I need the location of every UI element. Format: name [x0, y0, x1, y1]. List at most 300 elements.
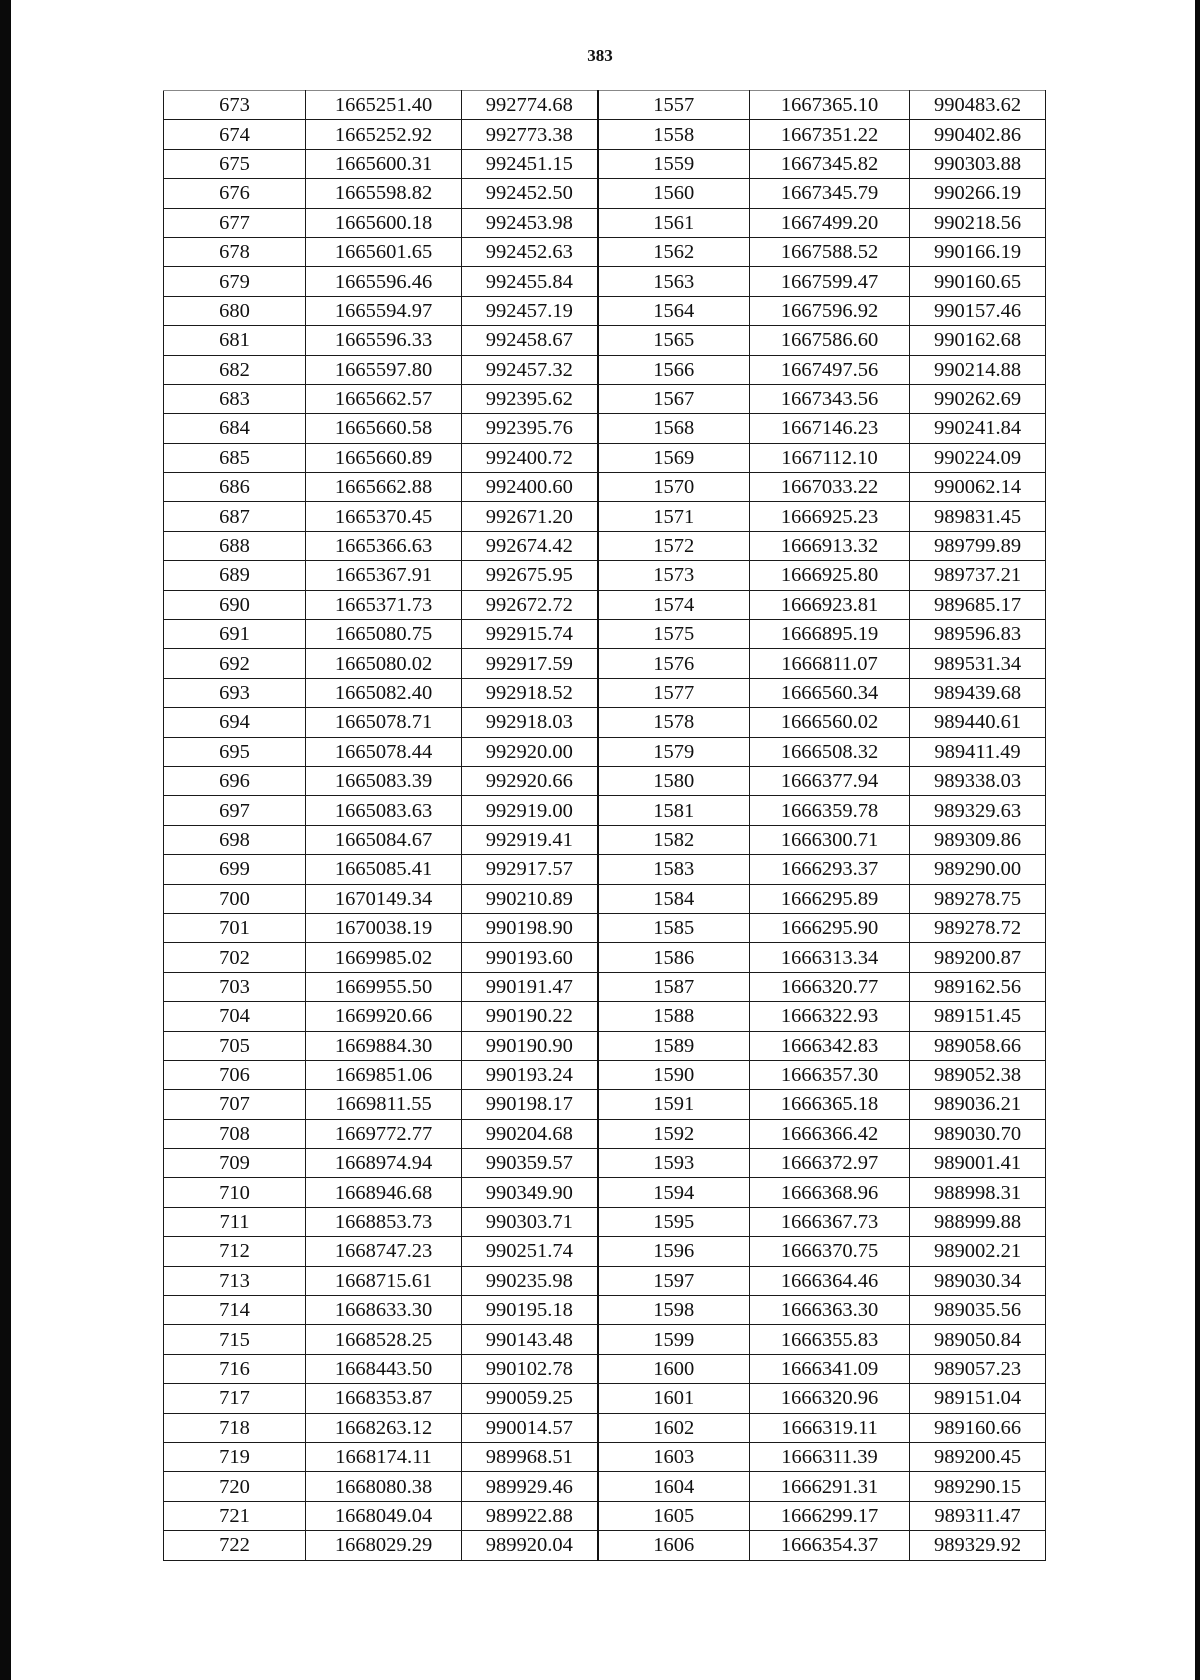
table-cell-x-coordinate: 1665083.63: [306, 796, 462, 825]
table-cell-y-coordinate: 990402.86: [910, 120, 1046, 149]
table-cell-point-id: 1594: [598, 1178, 750, 1207]
table-cell-y-coordinate: 990262.69: [910, 384, 1046, 413]
table-row: [164, 237, 1046, 266]
table-cell-y-coordinate: 990303.88: [910, 149, 1046, 178]
table-cell-point-id: 1581: [598, 796, 750, 825]
table-cell-x-coordinate: 1665596.46: [306, 267, 462, 296]
table-cell-x-coordinate: 1668353.87: [306, 1384, 462, 1413]
table-cell-point-id: 1558: [598, 120, 750, 149]
table-cell-y-coordinate: 992452.63: [462, 237, 598, 266]
table-cell-y-coordinate: 992457.32: [462, 355, 598, 384]
table-cell-point-id: 711: [164, 1207, 306, 1236]
table-cell-x-coordinate: 1669985.02: [306, 943, 462, 972]
table-cell-y-coordinate: 992675.95: [462, 561, 598, 590]
table-cell-y-coordinate: 990359.57: [462, 1149, 598, 1178]
table-row: [164, 296, 1046, 325]
table-cell-point-id: 1573: [598, 561, 750, 590]
table-cell-x-coordinate: 1669920.66: [306, 1002, 462, 1031]
table-cell-point-id: 704: [164, 1002, 306, 1031]
table-cell-x-coordinate: 1665080.02: [306, 649, 462, 678]
table-cell-point-id: 699: [164, 855, 306, 884]
table-cell-x-coordinate: 1665367.91: [306, 561, 462, 590]
table-cell-point-id: 1602: [598, 1413, 750, 1442]
table-cell-point-id: 1571: [598, 502, 750, 531]
table-row: [164, 825, 1046, 854]
table-cell-y-coordinate: 989309.86: [910, 825, 1046, 854]
table-cell-x-coordinate: 1666341.09: [750, 1354, 910, 1383]
table-cell-point-id: 715: [164, 1325, 306, 1354]
table-cell-x-coordinate: 1669851.06: [306, 1060, 462, 1089]
table-cell-point-id: 687: [164, 502, 306, 531]
table-cell-x-coordinate: 1669955.50: [306, 972, 462, 1001]
table-cell-point-id: 1559: [598, 149, 750, 178]
table-row: [164, 443, 1046, 472]
table-cell-y-coordinate: 989030.34: [910, 1266, 1046, 1295]
table-cell-y-coordinate: 989290.15: [910, 1472, 1046, 1501]
table-cell-y-coordinate: 989057.23: [910, 1354, 1046, 1383]
table-cell-x-coordinate: 1667345.82: [750, 149, 910, 178]
table-row: [164, 737, 1046, 766]
table-cell-y-coordinate: 990241.84: [910, 414, 1046, 443]
table-cell-x-coordinate: 1666560.34: [750, 678, 910, 707]
table-cell-y-coordinate: 989329.63: [910, 796, 1046, 825]
table-cell-y-coordinate: 992452.50: [462, 179, 598, 208]
table-cell-x-coordinate: 1667365.10: [750, 91, 910, 120]
table-cell-point-id: 1604: [598, 1472, 750, 1501]
table-cell-y-coordinate: 990014.57: [462, 1413, 598, 1442]
table-cell-y-coordinate: 990218.56: [910, 208, 1046, 237]
table-cell-y-coordinate: 992453.98: [462, 208, 598, 237]
table-cell-x-coordinate: 1666365.18: [750, 1090, 910, 1119]
table-cell-y-coordinate: 992920.00: [462, 737, 598, 766]
table-cell-point-id: 712: [164, 1237, 306, 1266]
table-row: [164, 267, 1046, 296]
table-cell-y-coordinate: 992917.57: [462, 855, 598, 884]
table-cell-point-id: 673: [164, 91, 306, 120]
table-cell-point-id: 691: [164, 620, 306, 649]
table-cell-x-coordinate: 1667497.56: [750, 355, 910, 384]
table-cell-point-id: 1578: [598, 708, 750, 737]
table-cell-y-coordinate: 992455.84: [462, 267, 598, 296]
table-cell-point-id: 1574: [598, 590, 750, 619]
table-cell-x-coordinate: 1667345.79: [750, 179, 910, 208]
table-cell-x-coordinate: 1665370.45: [306, 502, 462, 531]
table-cell-y-coordinate: 989968.51: [462, 1442, 598, 1471]
table-cell-point-id: 1596: [598, 1237, 750, 1266]
table-cell-x-coordinate: 1665366.63: [306, 531, 462, 560]
table-cell-x-coordinate: 1667146.23: [750, 414, 910, 443]
table-cell-point-id: 692: [164, 649, 306, 678]
table-cell-y-coordinate: 989737.21: [910, 561, 1046, 590]
table-cell-point-id: 681: [164, 326, 306, 355]
table-row: [164, 972, 1046, 1001]
table-cell-x-coordinate: 1665078.44: [306, 737, 462, 766]
table-cell-point-id: 719: [164, 1442, 306, 1471]
table-cell-x-coordinate: 1666342.83: [750, 1031, 910, 1060]
table-cell-y-coordinate: 989338.03: [910, 766, 1046, 795]
table-cell-x-coordinate: 1668974.94: [306, 1149, 462, 1178]
table-row: [164, 1207, 1046, 1236]
table-row: [164, 1472, 1046, 1501]
table-cell-x-coordinate: 1666300.71: [750, 825, 910, 854]
table-cell-point-id: 1564: [598, 296, 750, 325]
table-cell-y-coordinate: 989278.75: [910, 884, 1046, 913]
table-cell-point-id: 1600: [598, 1354, 750, 1383]
table-cell-x-coordinate: 1665598.82: [306, 179, 462, 208]
table-cell-y-coordinate: 990190.22: [462, 1002, 598, 1031]
table-cell-x-coordinate: 1667351.22: [750, 120, 910, 149]
table-cell-x-coordinate: 1666322.93: [750, 1002, 910, 1031]
table-cell-point-id: 707: [164, 1090, 306, 1119]
table-cell-y-coordinate: 989929.46: [462, 1472, 598, 1501]
table-row: [164, 855, 1046, 884]
table-cell-point-id: 1590: [598, 1060, 750, 1089]
table-cell-y-coordinate: 990198.90: [462, 913, 598, 942]
table-cell-point-id: 1589: [598, 1031, 750, 1060]
table-cell-point-id: 1595: [598, 1207, 750, 1236]
table-cell-x-coordinate: 1665251.40: [306, 91, 462, 120]
table-row: [164, 502, 1046, 531]
table-cell-y-coordinate: 990062.14: [910, 473, 1046, 502]
table-cell-x-coordinate: 1666363.30: [750, 1296, 910, 1325]
table-cell-y-coordinate: 989001.41: [910, 1149, 1046, 1178]
table-cell-x-coordinate: 1666320.96: [750, 1384, 910, 1413]
table-cell-x-coordinate: 1665084.67: [306, 825, 462, 854]
table-cell-y-coordinate: 992918.03: [462, 708, 598, 737]
table-cell-y-coordinate: 989440.61: [910, 708, 1046, 737]
table-cell-point-id: 1557: [598, 91, 750, 120]
table-cell-y-coordinate: 989799.89: [910, 531, 1046, 560]
table-cell-y-coordinate: 989685.17: [910, 590, 1046, 619]
table-cell-point-id: 677: [164, 208, 306, 237]
table-cell-point-id: 1572: [598, 531, 750, 560]
table-cell-y-coordinate: 992458.67: [462, 326, 598, 355]
table-cell-point-id: 1606: [598, 1531, 750, 1560]
table-cell-y-coordinate: 990198.17: [462, 1090, 598, 1119]
table-cell-x-coordinate: 1668853.73: [306, 1207, 462, 1236]
table-cell-point-id: 683: [164, 384, 306, 413]
table-cell-point-id: 709: [164, 1149, 306, 1178]
table-cell-point-id: 1593: [598, 1149, 750, 1178]
table-cell-y-coordinate: 992774.68: [462, 91, 598, 120]
table-cell-x-coordinate: 1669772.77: [306, 1119, 462, 1148]
table-row: [164, 1384, 1046, 1413]
table-cell-y-coordinate: 989151.04: [910, 1384, 1046, 1413]
table-cell-point-id: 1586: [598, 943, 750, 972]
table-cell-point-id: 1565: [598, 326, 750, 355]
table-cell-point-id: 717: [164, 1384, 306, 1413]
table-cell-y-coordinate: 990162.68: [910, 326, 1046, 355]
table-cell-point-id: 697: [164, 796, 306, 825]
table-cell-point-id: 713: [164, 1266, 306, 1295]
table-cell-y-coordinate: 992917.59: [462, 649, 598, 678]
table-cell-y-coordinate: 989531.34: [910, 649, 1046, 678]
table-cell-x-coordinate: 1666295.89: [750, 884, 910, 913]
table-row: [164, 1002, 1046, 1031]
table-cell-x-coordinate: 1665662.57: [306, 384, 462, 413]
table-cell-x-coordinate: 1668946.68: [306, 1178, 462, 1207]
table-cell-point-id: 1584: [598, 884, 750, 913]
table-cell-x-coordinate: 1666357.30: [750, 1060, 910, 1089]
table-cell-point-id: 695: [164, 737, 306, 766]
table-cell-point-id: 722: [164, 1531, 306, 1560]
table-cell-x-coordinate: 1665596.33: [306, 326, 462, 355]
table-cell-point-id: 714: [164, 1296, 306, 1325]
table-cell-point-id: 1563: [598, 267, 750, 296]
table-cell-x-coordinate: 1665662.88: [306, 473, 462, 502]
table-cell-y-coordinate: 992395.62: [462, 384, 598, 413]
table-cell-point-id: 1597: [598, 1266, 750, 1295]
table-cell-point-id: 1566: [598, 355, 750, 384]
table-cell-x-coordinate: 1666311.39: [750, 1442, 910, 1471]
table-row: [164, 678, 1046, 707]
table-cell-y-coordinate: 989439.68: [910, 678, 1046, 707]
table-cell-x-coordinate: 1666925.80: [750, 561, 910, 590]
table-cell-point-id: 1560: [598, 179, 750, 208]
table-cell-y-coordinate: 989030.70: [910, 1119, 1046, 1148]
table-cell-x-coordinate: 1666320.77: [750, 972, 910, 1001]
table-cell-y-coordinate: 992451.15: [462, 149, 598, 178]
table-cell-y-coordinate: 992672.72: [462, 590, 598, 619]
table-cell-y-coordinate: 990102.78: [462, 1354, 598, 1383]
table-cell-point-id: 684: [164, 414, 306, 443]
table-cell-point-id: 702: [164, 943, 306, 972]
table-cell-y-coordinate: 990349.90: [462, 1178, 598, 1207]
table-cell-x-coordinate: 1666367.73: [750, 1207, 910, 1236]
table-row: [164, 355, 1046, 384]
table-row: [164, 1501, 1046, 1530]
table-row: [164, 531, 1046, 560]
table-cell-point-id: 1585: [598, 913, 750, 942]
table-cell-x-coordinate: 1666895.19: [750, 620, 910, 649]
table-cell-y-coordinate: 989311.47: [910, 1501, 1046, 1530]
table-cell-y-coordinate: 988999.88: [910, 1207, 1046, 1236]
table-cell-x-coordinate: 1665083.39: [306, 766, 462, 795]
table-cell-y-coordinate: 992915.74: [462, 620, 598, 649]
table-cell-point-id: 678: [164, 237, 306, 266]
table-row: [164, 708, 1046, 737]
table-cell-x-coordinate: 1666354.37: [750, 1531, 910, 1560]
table-cell-x-coordinate: 1667588.52: [750, 237, 910, 266]
table-cell-y-coordinate: 992919.41: [462, 825, 598, 854]
table-cell-y-coordinate: 989002.21: [910, 1237, 1046, 1266]
table-row: [164, 1325, 1046, 1354]
table-cell-x-coordinate: 1666364.46: [750, 1266, 910, 1295]
table-cell-y-coordinate: 990266.19: [910, 179, 1046, 208]
table-cell-y-coordinate: 990193.24: [462, 1060, 598, 1089]
table-cell-x-coordinate: 1666368.96: [750, 1178, 910, 1207]
table-cell-point-id: 1587: [598, 972, 750, 1001]
table-cell-point-id: 676: [164, 179, 306, 208]
table-cell-x-coordinate: 1668080.38: [306, 1472, 462, 1501]
table-cell-point-id: 706: [164, 1060, 306, 1089]
table-row: [164, 1296, 1046, 1325]
table-cell-y-coordinate: 992919.00: [462, 796, 598, 825]
table-cell-y-coordinate: 992674.42: [462, 531, 598, 560]
table-cell-y-coordinate: 990224.09: [910, 443, 1046, 472]
table-cell-x-coordinate: 1668528.25: [306, 1325, 462, 1354]
table-cell-point-id: 703: [164, 972, 306, 1001]
table-cell-x-coordinate: 1668049.04: [306, 1501, 462, 1530]
table-cell-y-coordinate: 989162.56: [910, 972, 1046, 1001]
table-cell-x-coordinate: 1668633.30: [306, 1296, 462, 1325]
table-cell-point-id: 1567: [598, 384, 750, 413]
table-cell-point-id: 1568: [598, 414, 750, 443]
table-row: [164, 1031, 1046, 1060]
table-cell-point-id: 700: [164, 884, 306, 913]
coordinate-table: [163, 90, 1046, 1561]
table-row: [164, 590, 1046, 619]
table-cell-x-coordinate: 1666293.37: [750, 855, 910, 884]
table-cell-point-id: 688: [164, 531, 306, 560]
table-cell-point-id: 1582: [598, 825, 750, 854]
table-cell-point-id: 680: [164, 296, 306, 325]
table-cell-point-id: 720: [164, 1472, 306, 1501]
table-cell-x-coordinate: 1667599.47: [750, 267, 910, 296]
table-cell-y-coordinate: 989922.88: [462, 1501, 598, 1530]
table-cell-point-id: 1592: [598, 1119, 750, 1148]
table-cell-y-coordinate: 989035.56: [910, 1296, 1046, 1325]
table-row: [164, 179, 1046, 208]
table-cell-point-id: 1579: [598, 737, 750, 766]
table-cell-x-coordinate: 1670038.19: [306, 913, 462, 942]
table-cell-x-coordinate: 1667112.10: [750, 443, 910, 472]
table-cell-x-coordinate: 1666811.07: [750, 649, 910, 678]
table-cell-point-id: 701: [164, 913, 306, 942]
table-cell-y-coordinate: 989160.66: [910, 1413, 1046, 1442]
table-cell-x-coordinate: 1665082.40: [306, 678, 462, 707]
table-cell-y-coordinate: 990214.88: [910, 355, 1046, 384]
table-row: [164, 884, 1046, 913]
table-cell-y-coordinate: 990483.62: [910, 91, 1046, 120]
coordinate-table-body: [164, 91, 1046, 1561]
table-cell-point-id: 1588: [598, 1002, 750, 1031]
table-row: [164, 384, 1046, 413]
table-cell-x-coordinate: 1666355.83: [750, 1325, 910, 1354]
table-row: [164, 766, 1046, 795]
table-cell-point-id: 698: [164, 825, 306, 854]
table-cell-y-coordinate: 990235.98: [462, 1266, 598, 1295]
table-cell-y-coordinate: 989052.38: [910, 1060, 1046, 1089]
table-cell-point-id: 682: [164, 355, 306, 384]
table-cell-y-coordinate: 989596.83: [910, 620, 1046, 649]
table-cell-x-coordinate: 1666359.78: [750, 796, 910, 825]
table-row: [164, 326, 1046, 355]
table-cell-x-coordinate: 1665080.75: [306, 620, 462, 649]
table-cell-y-coordinate: 989200.87: [910, 943, 1046, 972]
table-cell-point-id: 1576: [598, 649, 750, 678]
table-cell-point-id: 1561: [598, 208, 750, 237]
table-cell-point-id: 1605: [598, 1501, 750, 1530]
table-cell-x-coordinate: 1666508.32: [750, 737, 910, 766]
table-cell-x-coordinate: 1666295.90: [750, 913, 910, 942]
table-row: [164, 91, 1046, 120]
table-cell-point-id: 685: [164, 443, 306, 472]
table-row: [164, 473, 1046, 502]
table-cell-y-coordinate: 989200.45: [910, 1442, 1046, 1471]
table-cell-y-coordinate: 990210.89: [462, 884, 598, 913]
table-row: [164, 1354, 1046, 1383]
table-cell-y-coordinate: 992395.76: [462, 414, 598, 443]
table-cell-point-id: 1562: [598, 237, 750, 266]
table-cell-x-coordinate: 1667586.60: [750, 326, 910, 355]
table-cell-x-coordinate: 1668029.29: [306, 1531, 462, 1560]
table-cell-y-coordinate: 992671.20: [462, 502, 598, 531]
table-cell-y-coordinate: 988998.31: [910, 1178, 1046, 1207]
table-cell-x-coordinate: 1666913.32: [750, 531, 910, 560]
table-row: [164, 1090, 1046, 1119]
table-cell-x-coordinate: 1666370.75: [750, 1237, 910, 1266]
table-cell-x-coordinate: 1665660.89: [306, 443, 462, 472]
table-cell-point-id: 689: [164, 561, 306, 590]
table-row: [164, 1119, 1046, 1148]
table-cell-point-id: 1603: [598, 1442, 750, 1471]
table-cell-y-coordinate: 992918.52: [462, 678, 598, 707]
table-cell-x-coordinate: 1669884.30: [306, 1031, 462, 1060]
table-cell-y-coordinate: 990160.65: [910, 267, 1046, 296]
table-cell-x-coordinate: 1665594.97: [306, 296, 462, 325]
table-cell-point-id: 690: [164, 590, 306, 619]
table-cell-x-coordinate: 1666319.11: [750, 1413, 910, 1442]
table-cell-point-id: 675: [164, 149, 306, 178]
table-cell-y-coordinate: 989411.49: [910, 737, 1046, 766]
table-cell-x-coordinate: 1668443.50: [306, 1354, 462, 1383]
table-cell-y-coordinate: 990303.71: [462, 1207, 598, 1236]
table-row: [164, 414, 1046, 443]
scan-edge-left: [0, 0, 11, 1680]
table-cell-y-coordinate: 989050.84: [910, 1325, 1046, 1354]
table-cell-point-id: 1577: [598, 678, 750, 707]
table-cell-x-coordinate: 1666377.94: [750, 766, 910, 795]
table-cell-x-coordinate: 1667596.92: [750, 296, 910, 325]
table-cell-x-coordinate: 1665660.58: [306, 414, 462, 443]
table-cell-point-id: 1598: [598, 1296, 750, 1325]
table-row: [164, 149, 1046, 178]
table-cell-point-id: 1580: [598, 766, 750, 795]
table-cell-x-coordinate: 1666372.97: [750, 1149, 910, 1178]
table-cell-y-coordinate: 990251.74: [462, 1237, 598, 1266]
table-cell-point-id: 1570: [598, 473, 750, 502]
table-cell-y-coordinate: 989036.21: [910, 1090, 1046, 1119]
table-row: [164, 1442, 1046, 1471]
table-row: [164, 1237, 1046, 1266]
table-cell-y-coordinate: 990190.90: [462, 1031, 598, 1060]
table-row: [164, 943, 1046, 972]
table-cell-y-coordinate: 992400.72: [462, 443, 598, 472]
table-cell-x-coordinate: 1665371.73: [306, 590, 462, 619]
table-row: [164, 1149, 1046, 1178]
table-cell-point-id: 708: [164, 1119, 306, 1148]
scan-edge-right: [1195, 0, 1200, 1680]
table-cell-y-coordinate: 990157.46: [910, 296, 1046, 325]
table-cell-x-coordinate: 1668174.11: [306, 1442, 462, 1471]
table-cell-point-id: 694: [164, 708, 306, 737]
table-cell-y-coordinate: 990191.47: [462, 972, 598, 1001]
table-cell-y-coordinate: 990204.68: [462, 1119, 598, 1148]
table-cell-point-id: 693: [164, 678, 306, 707]
table-cell-y-coordinate: 990195.18: [462, 1296, 598, 1325]
table-cell-x-coordinate: 1666560.02: [750, 708, 910, 737]
table-cell-point-id: 679: [164, 267, 306, 296]
table-cell-y-coordinate: 990166.19: [910, 237, 1046, 266]
table-cell-y-coordinate: 990143.48: [462, 1325, 598, 1354]
table-cell-x-coordinate: 1665597.80: [306, 355, 462, 384]
table-cell-x-coordinate: 1670149.34: [306, 884, 462, 913]
table-cell-y-coordinate: 989831.45: [910, 502, 1046, 531]
table-cell-point-id: 716: [164, 1354, 306, 1383]
table-cell-x-coordinate: 1668715.61: [306, 1266, 462, 1295]
table-cell-x-coordinate: 1666925.23: [750, 502, 910, 531]
